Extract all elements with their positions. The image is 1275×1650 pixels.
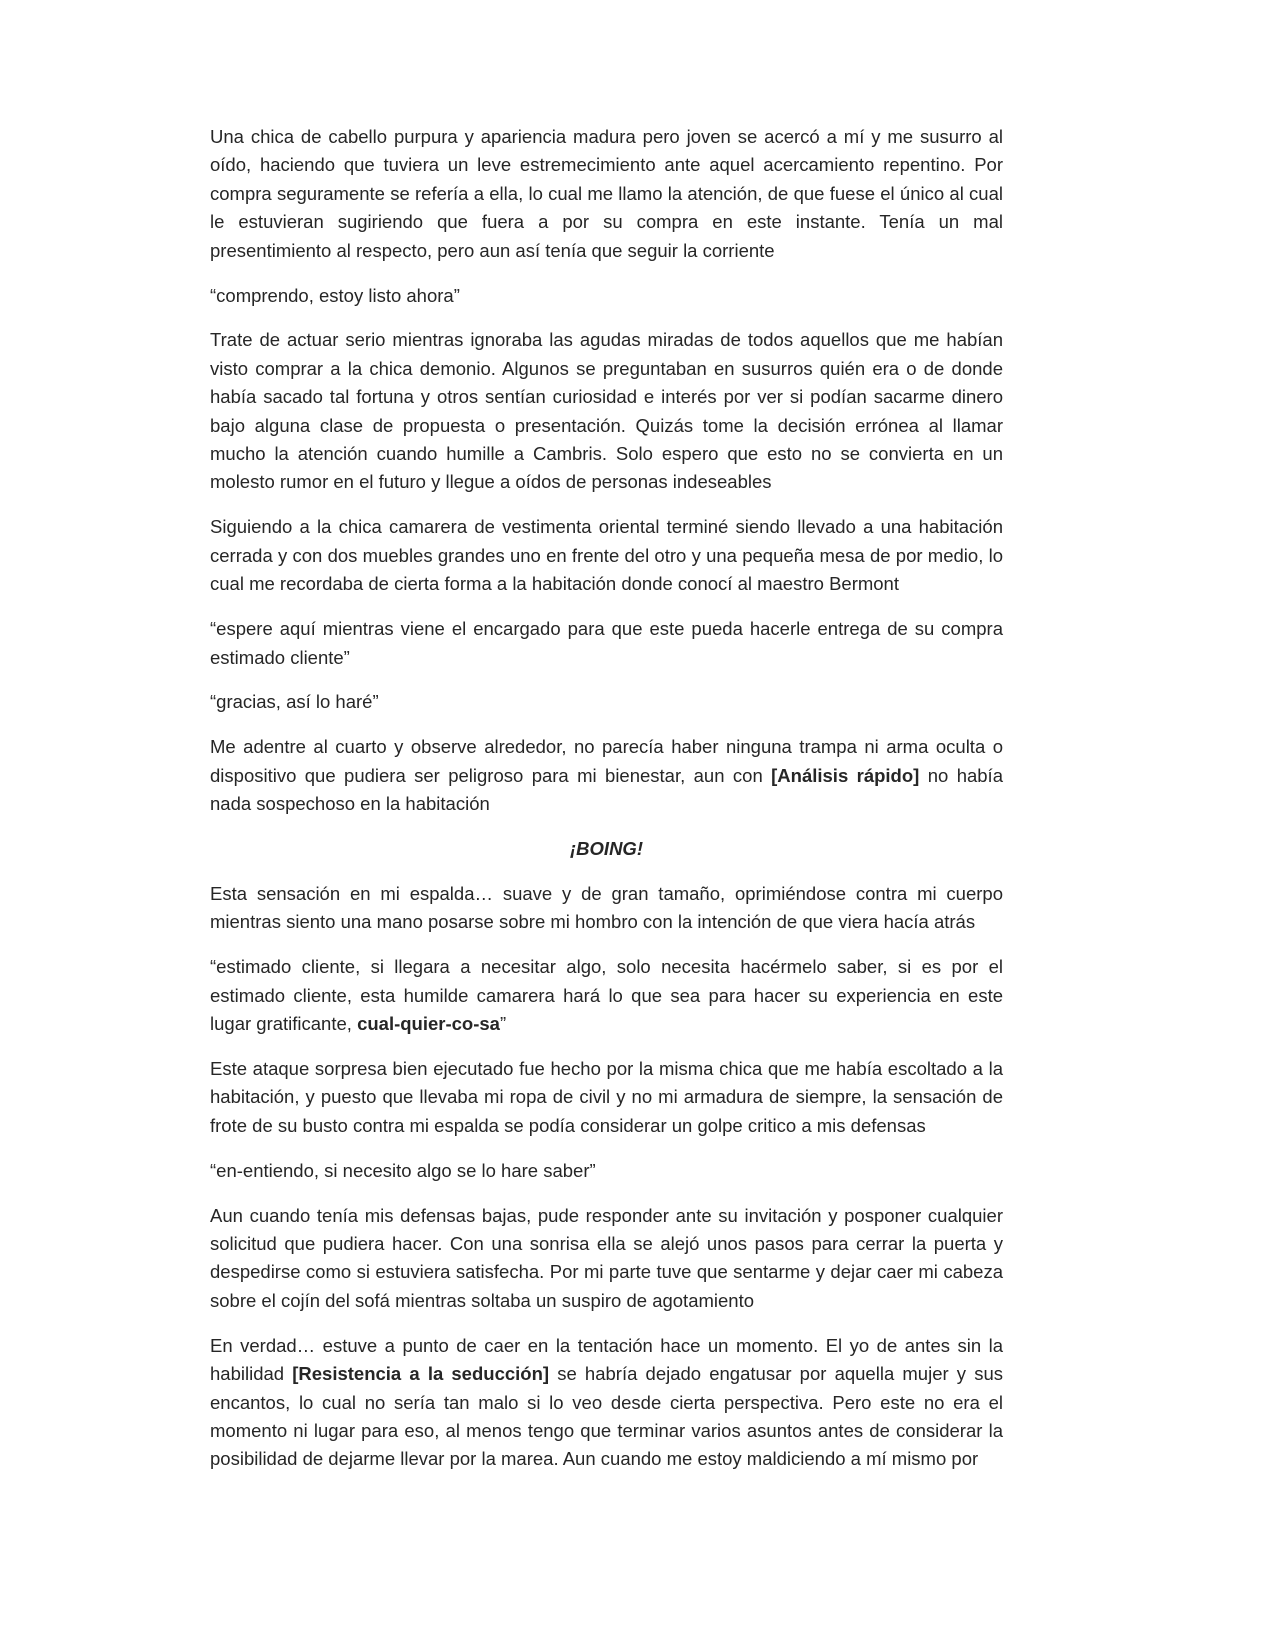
emphasized-text: [Análisis rápido] — [771, 764, 920, 786]
paragraph-11 — [210, 1055, 1003, 1140]
body-text: Me adentre al cuarto y observe alrededor, no parecía haber ninguna trampa ni arma oculta o dispositivo que pudiera ser peligroso para mi bienestar, aun con — [210, 736, 1003, 786]
paragraph-7 — [210, 733, 1003, 818]
paragraph-2 — [210, 282, 1003, 310]
body-text: Esta sensación en mi espalda… suave y de gran tamaño, oprimiéndose contra mi cuerpo mientras siento una mano posarse sobre mi hombro con la intención de que viera hacía atrás — [210, 882, 1003, 933]
paragraph-13 — [210, 1202, 1003, 1316]
body-text: Trate de actuar serio mientras ignoraba las agudas miradas de todos aquellos que me habían visto comprar a la chica demonio. Algunos se preguntaban en susurros quién era o de donde había sacado tal fortuna y otros sentían curiosidad e interés por ver si podían sacarme dinero bajo alguna clase de propuesta o presentación. Quizás tome la decisión errónea al llamar mucho la atención cuando humille a Cambris. Solo espero que esto no se convierta en un molesto rumor en el futuro y llegue a oídos de personas indeseables — [210, 329, 1003, 493]
paragraph-12 — [210, 1157, 1003, 1185]
paragraph-14 — [210, 1332, 1003, 1474]
body-text: “comprendo, estoy listo ahora” — [210, 284, 460, 306]
paragraph-10 — [210, 953, 1003, 1038]
paragraph-5 — [210, 615, 1003, 672]
body-text: Este ataque sorpresa bien ejecutado fue hecho por la misma chica que me había escoltado a la habitación, y puesto que llevaba mi ropa de civil y no mi armadura de siempre, la sensación de frote de su busto contra mi espalda se podía considerar un golpe critico a mis defensas — [210, 1057, 1003, 1136]
emphasized-text: ¡BOING! — [570, 838, 643, 860]
body-text: “gracias, así lo haré” — [210, 691, 379, 713]
body-text: En verdad… estuve a punto de caer en la tentación hace un momento. El yo de antes sin la habilidad — [210, 1334, 1003, 1385]
body-text: “espere aquí mientras viene el encargado para que este pueda hacerle entrega de su compra estimado cliente” — [210, 618, 1003, 668]
paragraph-3 — [210, 326, 1003, 496]
document-content — [210, 123, 1003, 1490]
paragraph-9 — [210, 880, 1003, 937]
emphasized-text: [Resistencia a la seducción] — [292, 1363, 550, 1385]
body-text: se habría dejado engatusar por aquella mujer y sus encantos, lo cual no sería tan malo si lo veo desde cierta perspectiva. Pero este no era el momento ni lugar para eso, al menos tengo que terminar varios asuntos antes de considerar la posibilidad de dejarme llevar por la marea. Aun cuando me estoy maldiciendo a mí mismo por — [210, 1363, 1003, 1470]
emphasized-text: cual-quier-co-sa — [357, 1013, 500, 1035]
body-text: Una chica de cabello purpura y apariencia madura pero joven se acercó a mí y me susurro al oído, haciendo que tuviera un leve estremecimiento ante aquel acercamiento repentino. Por compra seguramente se refería a ella, lo cual me llamo la atención, de que fuese el único al cual le estuvieran sugiriendo que fuera a por su compra en este instante. Tenía un mal presentimiento al respecto, pero aun así tenía que seguir la corriente — [210, 126, 1003, 261]
body-text: Siguiendo a la chica camarera de vestimenta oriental terminé siendo llevado a una habitación cerrada y con dos muebles grandes uno en frente del otro y una pequeña mesa de por medio, lo cual me recordaba de cierta forma a la habitación donde conocí al maestro Bermont — [210, 516, 1003, 595]
paragraph-4 — [210, 513, 1003, 598]
body-text: Aun cuando tenía mis defensas bajas, pude responder ante su invitación y posponer cualquier solicitud que pudiera hacer. Con una sonrisa ella se alejó unos pasos para cerrar la puerta y despedirse como si estuviera satisfecha. Por mi parte tuve que sentarme y dejar caer mi cabeza sobre el cojín del sofá mientras soltaba un suspiro de agotamiento — [210, 1204, 1003, 1311]
body-text: no había nada sospechoso en la habitación — [210, 764, 1003, 815]
paragraph-1 — [210, 123, 1003, 265]
paragraph-8 — [210, 835, 1003, 863]
body-text: ” — [499, 1013, 507, 1035]
paragraph-6 — [210, 688, 1003, 716]
body-text: “en-entiendo, si necesito algo se lo hare saber” — [210, 1159, 596, 1181]
body-text: “estimado cliente, si llegara a necesitar algo, solo necesita hacérmelo saber, si es por el estimado cliente, esta humilde camarera hará lo que sea para hacer su experiencia en este lugar gratificante, — [210, 956, 1003, 1035]
